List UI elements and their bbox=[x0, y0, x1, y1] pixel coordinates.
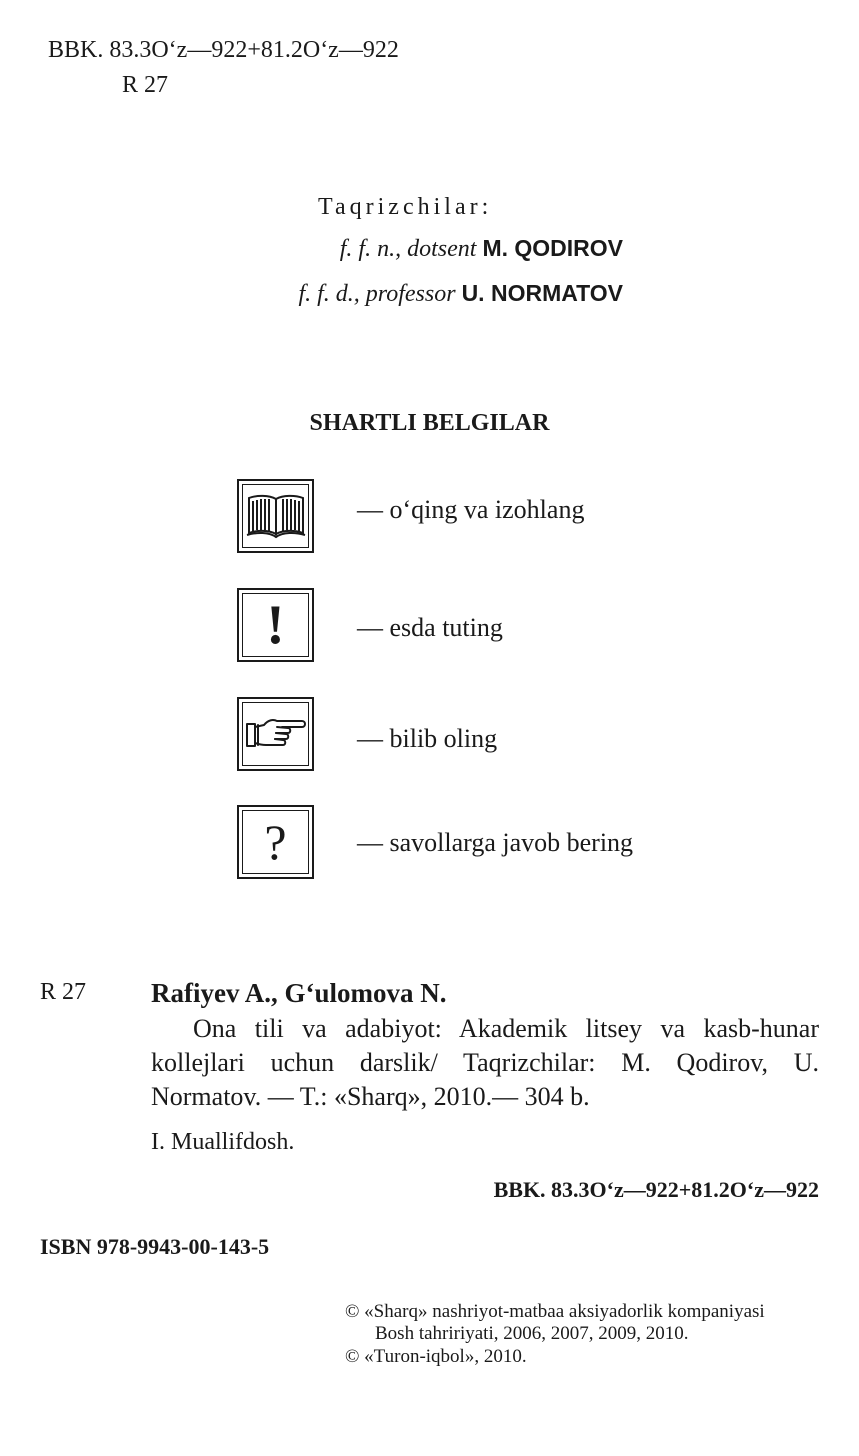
catalog-authors: Rafiyev A., G‘ulomova N. bbox=[151, 978, 447, 1008]
legend-text-remember: — esda tuting bbox=[357, 613, 503, 642]
catalog-description: Ona tili va adabiyot: Akademik litsey va kasb-hunar kollejlari uchun darslik/ Taqrizchilar: M. Qodirov, U. Normatov. — T.: «Sharq», 2010.— 304 b. bbox=[151, 1014, 819, 1111]
legend-item-answer bbox=[237, 805, 314, 879]
isbn: ISBN 978-9943-00-143-5 bbox=[40, 1234, 270, 1259]
bbk-code-top: BBK. 83.3O‘z—922+81.2O‘z—922 bbox=[48, 37, 399, 63]
reviewer-1-name: M. QODIROV bbox=[482, 235, 623, 261]
author-mark-top: R 27 bbox=[122, 72, 169, 98]
legend-item-read bbox=[237, 479, 314, 553]
catalog-code: R 27 bbox=[40, 979, 87, 1005]
legend-item-remember bbox=[237, 588, 314, 662]
legend-text-learn: — bilib oling bbox=[357, 724, 498, 753]
reviewer-2 bbox=[298, 282, 623, 306]
icon-frame bbox=[242, 484, 309, 548]
reviewer-1 bbox=[340, 237, 623, 261]
exclamation-icon: ! bbox=[266, 594, 285, 656]
reviewer-2-name: U. NORMATOV bbox=[461, 280, 623, 306]
legend-text-read: — o‘qing va izohlang bbox=[357, 495, 585, 524]
catalog-note: I. Muallifdosh. bbox=[151, 1129, 295, 1155]
icon-frame bbox=[242, 702, 309, 766]
copyright-line-1: © «Sharq» nashriyot-matbaa aksiyadorlik kompaniyasi bbox=[345, 1301, 765, 1322]
copyright-line-3: © «Turon-iqbol», 2010. bbox=[345, 1346, 527, 1367]
open-book-icon bbox=[245, 491, 307, 541]
reviewer-2-title: f. f. d., professor bbox=[298, 281, 456, 307]
legend-text-answer: — savollarga javob bering bbox=[357, 828, 634, 857]
pointing-hand-icon bbox=[244, 714, 308, 754]
copyright-line-2: Bosh tahririyati, 2006, 2007, 2009, 2010. bbox=[375, 1323, 689, 1344]
icon-frame bbox=[242, 810, 309, 874]
legend-title: SHARTLI BELGILAR bbox=[309, 410, 550, 436]
legend-item-learn bbox=[237, 697, 314, 771]
reviewers-heading: Taqrizchilar: bbox=[318, 194, 493, 220]
reviewer-1-title: f. f. n., dotsent bbox=[339, 236, 477, 262]
question-mark-icon: ? bbox=[264, 814, 287, 870]
icon-frame bbox=[242, 593, 309, 657]
catalog-bbk: BBK. 83.3O‘z—922+81.2O‘z—922 bbox=[493, 1177, 819, 1202]
